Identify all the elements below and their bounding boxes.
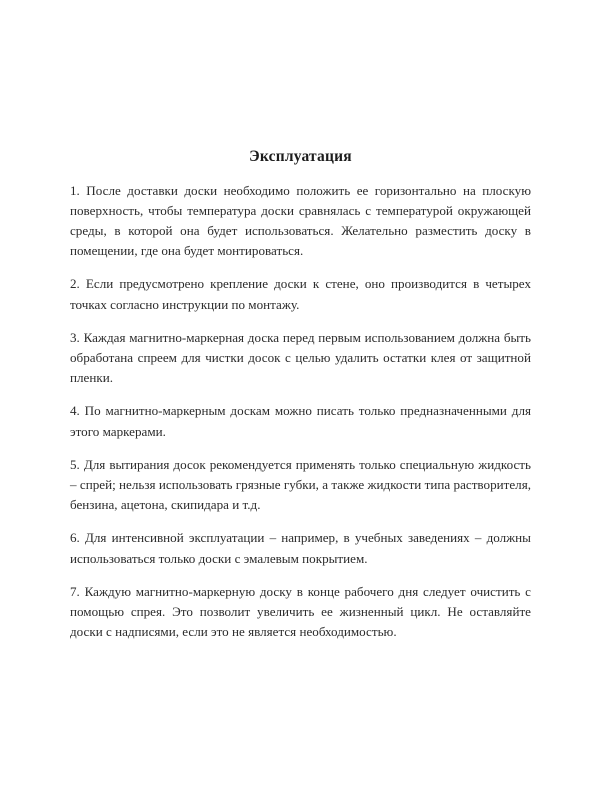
paragraph-3: 3. Каждая магнитно-маркерная доска перед первым использованием должна быть обработана спреем для чистки досок с целью удалить остатки клея от защитной пленки. [70, 329, 531, 386]
page-title: Эксплуатация [249, 148, 352, 165]
paragraph-2: 2. Если предусмотрено крепление доски к стене, оно производится в четырех точках согласно инструкции по монтажу. [70, 276, 531, 312]
paragraph-6: 6. Для интенсивной эксплуатации – например, в учебных заведениях – должны использоваться только доски с эмалевым покрытием. [70, 530, 531, 566]
document-body [70, 148, 531, 642]
paragraph-5: 5. Для вытирания досок рекомендуется применять только специальную жидкость – спрей; нельзя использовать грязные губки, а также жидкости типа растворителя, бензина, ацетона, скипидара и т.д. [70, 456, 531, 513]
paragraph-1: 1. После доставки доски необходимо положить ее горизонтально на плоскую поверхность, чтобы температура доски сравнялась с температурой окружающей среды, в которой она будет использоваться. Желательно разместить доску в помещении, где она будет монтироваться. [70, 182, 531, 259]
paragraph-4: 4. По магнитно-маркерным доскам можно писать только предназначенными для этого маркерами. [70, 403, 531, 439]
paragraph-7: 7. Каждую магнитно-маркерную доску в конце рабочего дня следует очистить с помощью спрея. Это позволит увеличить ее жизненный цикл. Не оставляйте доски с надписями, если это не является необходимостью. [70, 583, 531, 640]
